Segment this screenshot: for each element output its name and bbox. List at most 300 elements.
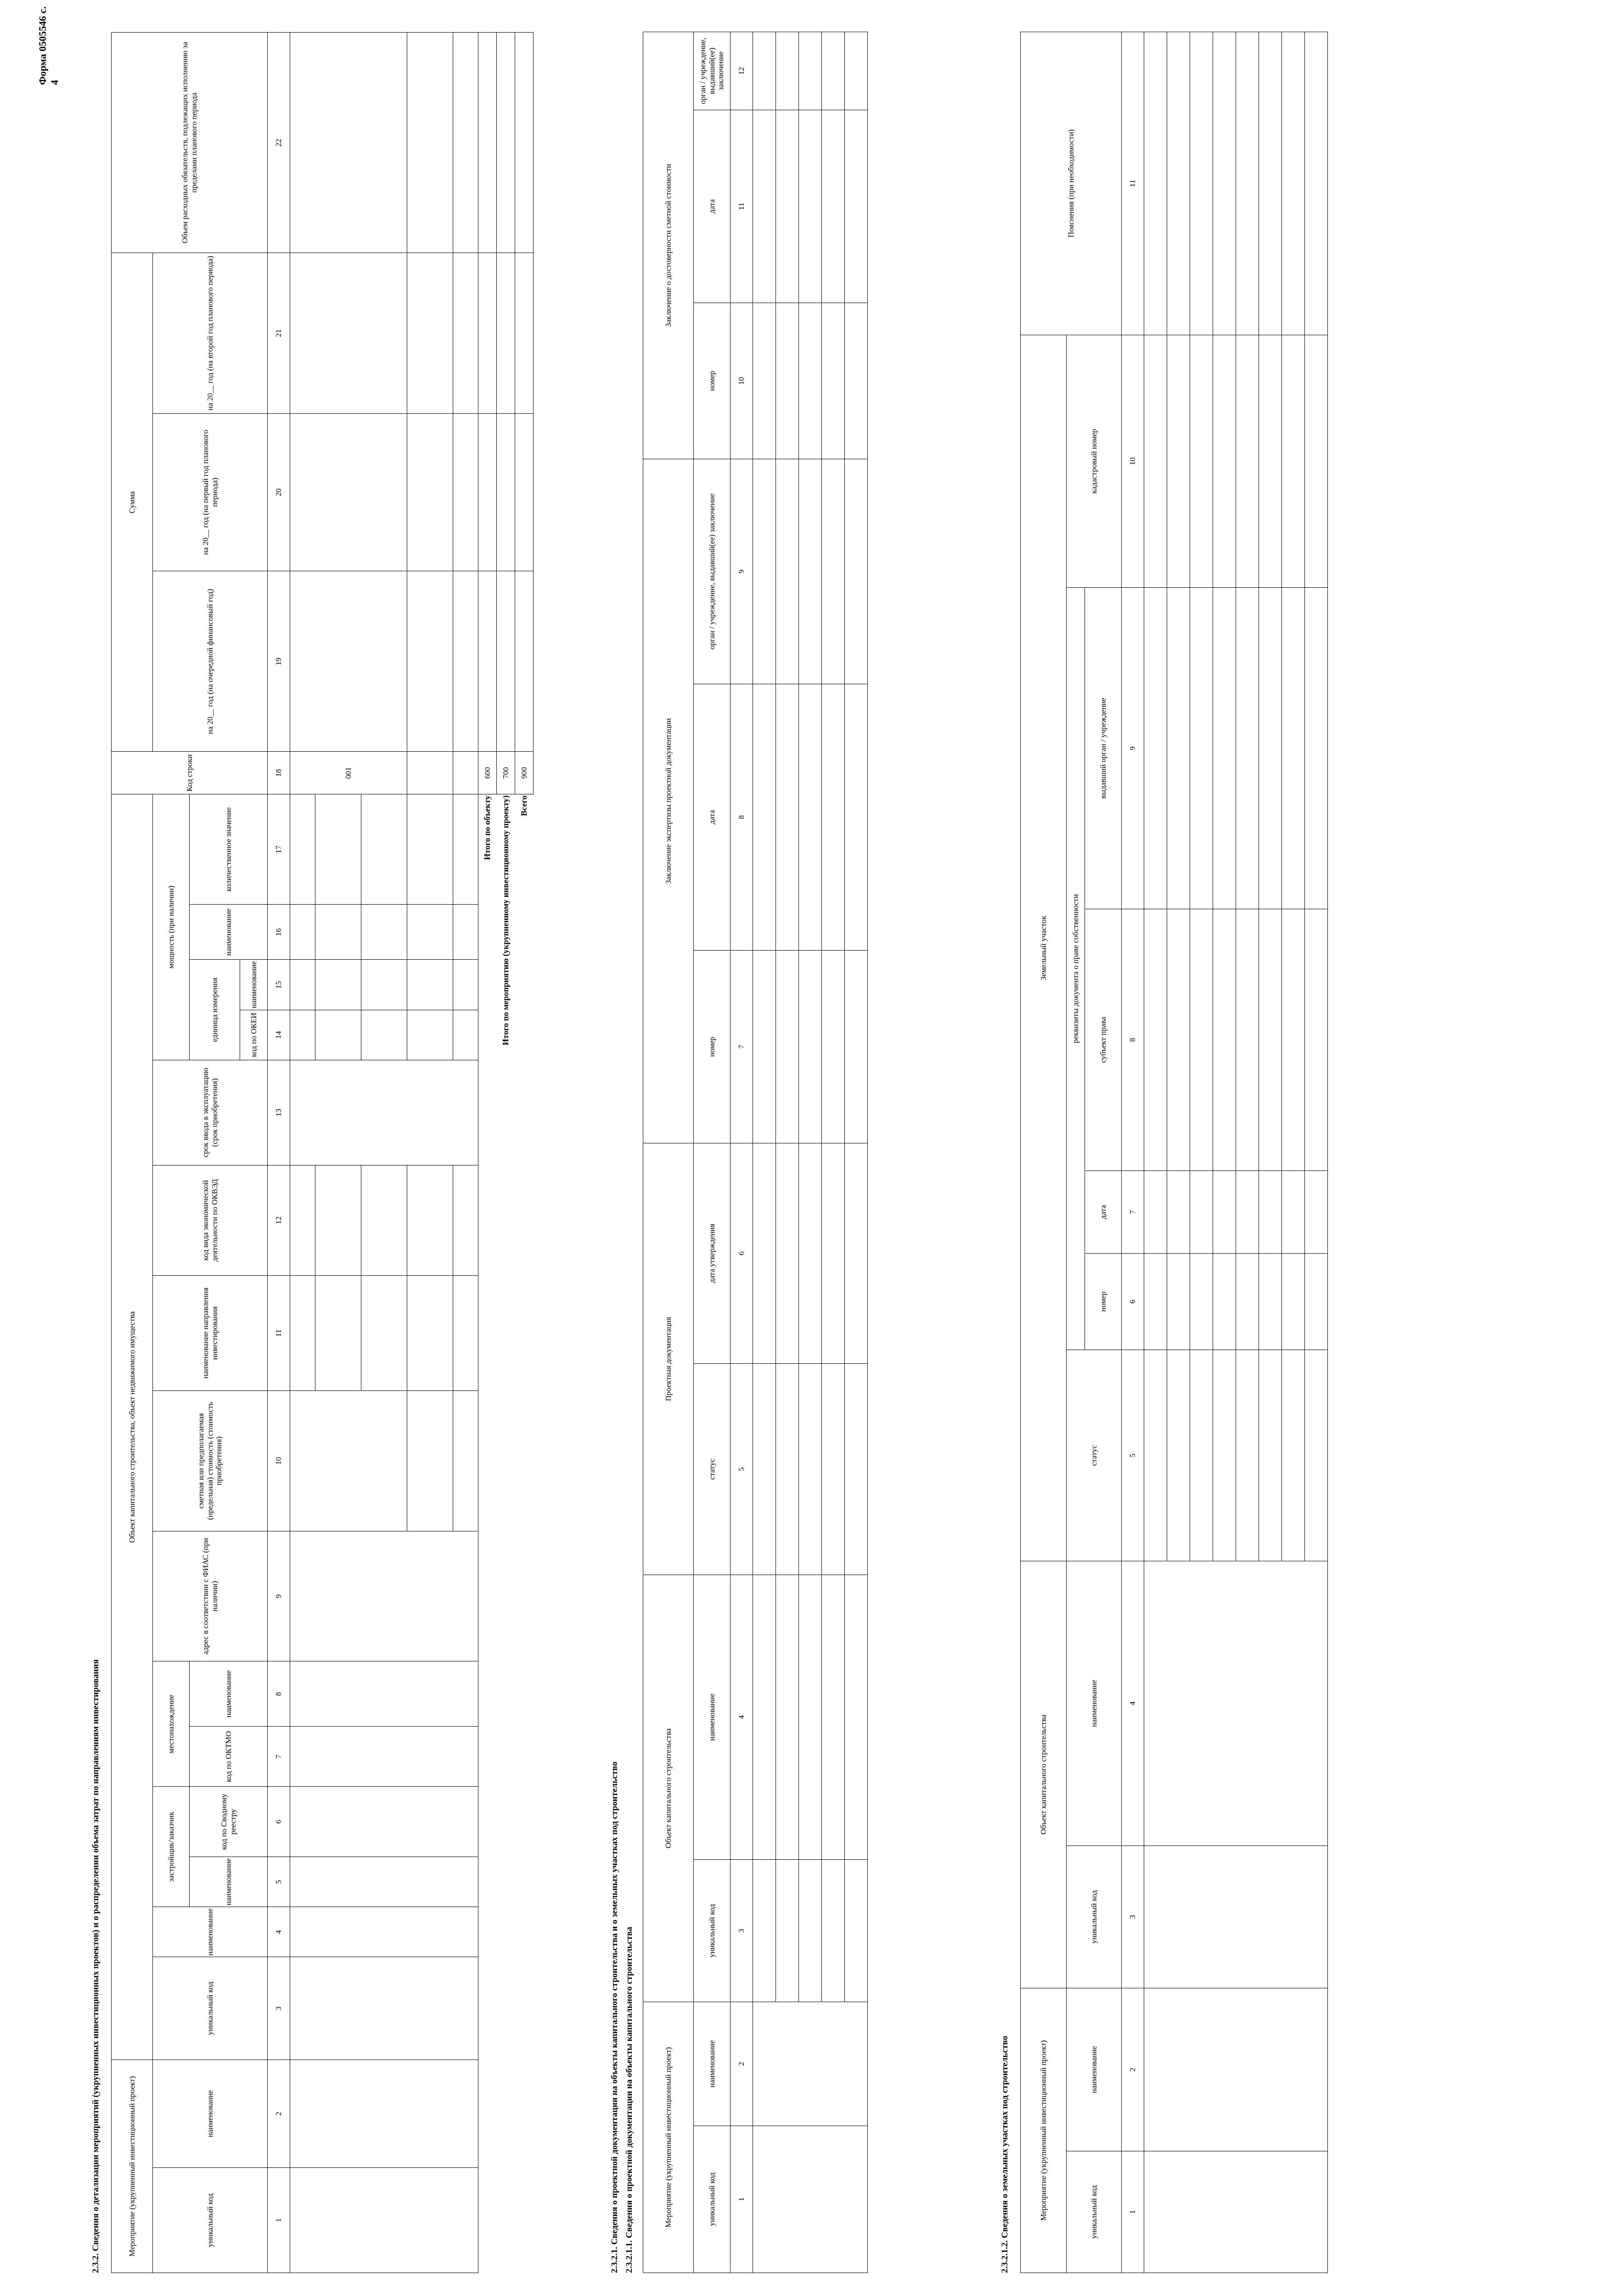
t3-h-subject: субъект права xyxy=(1085,909,1122,1171)
t2-cell-num[interactable] xyxy=(822,950,845,1143)
t2-h-status: статус xyxy=(694,1363,731,1575)
t2-cell-num2[interactable] xyxy=(845,303,868,459)
t3-cell-status[interactable] xyxy=(1144,1350,1167,1561)
t3-cell-subject[interactable] xyxy=(1236,909,1259,1171)
t2-cell-num2[interactable] xyxy=(799,303,822,459)
t3-cell-issuer[interactable] xyxy=(1282,587,1305,909)
col-num: 2 xyxy=(1122,1988,1144,2151)
t1-cell-y2[interactable] xyxy=(290,413,407,571)
t2-cell-num2[interactable] xyxy=(753,303,776,459)
t1-cell-pname[interactable] xyxy=(453,905,478,960)
t1-h-bname: наименование xyxy=(190,1857,268,1907)
t1-cell-okved[interactable] xyxy=(315,1165,361,1275)
t1-total-object-y2[interactable] xyxy=(478,413,497,571)
t1-h-direction: наименование направления инвестирования xyxy=(153,1276,268,1391)
t2-cell-obj-uid[interactable] xyxy=(845,1859,868,2002)
t2-data-row xyxy=(776,32,799,2273)
t3-cell-name[interactable] xyxy=(1144,1988,1328,2151)
col-num: 20 xyxy=(268,413,290,571)
t2-cell-date[interactable] xyxy=(822,684,845,950)
t1-cell-okved[interactable] xyxy=(290,1165,315,1275)
t1-code-700: 700 xyxy=(497,752,515,794)
t2-h-date-appr: дата утверждения xyxy=(694,1143,731,1363)
t1-h-qty: количественное значение xyxy=(190,794,268,905)
col-num: 6 xyxy=(268,1787,290,1857)
t1-cell-direction[interactable] xyxy=(453,1276,478,1391)
t2-h-object: Объект капитального строительства xyxy=(643,1575,694,2002)
t3-cell-date[interactable] xyxy=(1282,1171,1305,1253)
t2-data-row xyxy=(845,32,868,2273)
t2-cell-obj-uid[interactable] xyxy=(753,1859,776,2002)
t1-cell-cost[interactable] xyxy=(453,1391,478,1531)
t1-total-event-label: Итого по мероприятию (укрупненному инвестиционному проекту) xyxy=(501,795,511,1046)
t3-h-name: наименование xyxy=(1067,1988,1122,2151)
t1-cell-bname[interactable] xyxy=(290,1857,478,1907)
col-num: 8 xyxy=(1122,909,1144,1171)
t1-total-event-liab[interactable] xyxy=(497,33,515,253)
t2-cell-date[interactable] xyxy=(845,684,868,950)
t1-cell-qty[interactable] xyxy=(407,794,453,905)
col-num: 5 xyxy=(731,1363,753,1575)
t2-cell-org2[interactable] xyxy=(753,32,776,110)
t1-total-object-y1[interactable] xyxy=(478,571,497,752)
t3-cell-uid[interactable] xyxy=(1144,2151,1328,2273)
t2-cell-org2[interactable] xyxy=(822,32,845,110)
t2-cell-status[interactable] xyxy=(776,1363,799,1575)
t3-cell-subject[interactable] xyxy=(1305,909,1328,1171)
col-num: 10 xyxy=(268,1391,290,1531)
t3-cell-date[interactable] xyxy=(1190,1171,1213,1253)
t2-cell-obj-name[interactable] xyxy=(776,1575,799,1859)
t1-cell-unit[interactable] xyxy=(361,960,407,1010)
t1-cell-uid[interactable] xyxy=(290,2167,478,2273)
t2-h-num2: номер xyxy=(694,303,731,459)
t3-cell-status[interactable] xyxy=(1213,1350,1236,1561)
t1-code-900: 900 xyxy=(515,752,534,794)
t3-cell-subject[interactable] xyxy=(1213,909,1236,1171)
t1-h-liab: Объем расходных обязательств, подлежащих исполнению за пределами планового периода xyxy=(112,33,268,253)
form-number: Форма 0505546 с. 4 xyxy=(37,6,60,85)
col-num: 21 xyxy=(268,253,290,413)
t1-total-all-liab[interactable] xyxy=(515,33,534,253)
t3-cell-status[interactable] xyxy=(1259,1350,1282,1561)
t3-cell-cadastral[interactable] xyxy=(1236,335,1259,587)
t3-cell-status[interactable] xyxy=(1167,1350,1190,1561)
t1-cell-direction[interactable] xyxy=(290,1276,315,1391)
t2-cell-org2[interactable] xyxy=(799,32,822,110)
t1-h-object: Объект капитального строительства, объект недвижимого имущества xyxy=(112,794,153,2060)
t2-h-projdoc: Проектная документация xyxy=(643,1143,694,1575)
t3-cell-issuer[interactable] xyxy=(1190,587,1213,909)
t3-cell-notes[interactable] xyxy=(1236,32,1259,335)
t3-cell-num[interactable] xyxy=(1167,1253,1190,1350)
t2-cell-obj-name[interactable] xyxy=(845,1575,868,1859)
t1-cell-y1[interactable] xyxy=(290,571,407,752)
t3-cell-num[interactable] xyxy=(1305,1253,1328,1350)
t1-cell-obj-name[interactable] xyxy=(290,1907,478,1957)
t1-cell-direction[interactable] xyxy=(361,1276,407,1391)
t2-h-org: орган / учреждение, выдавший(ее) заключение xyxy=(694,459,731,684)
t1-cell-okei[interactable] xyxy=(315,1010,361,1060)
t1-h-okei: код по ОКЕИ xyxy=(240,1010,268,1060)
t2-cell-status[interactable] xyxy=(753,1363,776,1575)
t2-cell-num2[interactable] xyxy=(776,303,799,459)
t1-number-row xyxy=(268,33,290,2273)
t2-cell-date-appr[interactable] xyxy=(799,1143,822,1363)
t1-h-builder: застройщик/заказчик xyxy=(153,1787,190,1907)
col-num: 11 xyxy=(731,110,753,303)
t2-number-row xyxy=(731,32,753,2273)
col-num: 10 xyxy=(731,303,753,459)
t1-h-okved: код вида экономической деятельности по ОКВЭД xyxy=(153,1165,268,1275)
t3-cell-cadastral[interactable] xyxy=(1167,335,1190,587)
t1-cell-qty[interactable] xyxy=(361,794,407,905)
t3-number-row xyxy=(1122,32,1144,2273)
section-title-2-3-2: 2.3.2. Сведения о детализации мероприятий (укрупненных инвестиционных проектов) и о распределении объема затрат по направлениям инвестирования xyxy=(91,1659,101,2273)
t3-cell-cadastral[interactable] xyxy=(1213,335,1236,587)
t1-cell-code: 001 xyxy=(290,752,407,794)
t2-cell-date-appr[interactable] xyxy=(822,1143,845,1363)
col-num: 14 xyxy=(268,1010,290,1060)
t1-cell-y1[interactable] xyxy=(453,571,478,752)
t1-h-name2: наименование xyxy=(153,1907,268,1957)
t2-cell-date2[interactable] xyxy=(776,110,799,303)
t3-h-cadastral: кадастровый номер xyxy=(1067,335,1122,587)
col-num: 9 xyxy=(731,459,753,684)
t3-h-object: Объект капитального строительства xyxy=(1021,1561,1067,1988)
t2-cell-org2[interactable] xyxy=(845,32,868,110)
t2-cell-date2[interactable] xyxy=(845,110,868,303)
t1-cell-y3[interactable] xyxy=(453,253,478,413)
t1-cell-okei[interactable] xyxy=(407,1010,453,1060)
table-event-details xyxy=(111,32,534,2273)
t1-total-all-y2[interactable] xyxy=(515,413,534,571)
col-num: 10 xyxy=(1122,335,1144,587)
t1-h-oktmo: код по ОКТМО xyxy=(190,1727,268,1787)
col-num: 2 xyxy=(268,2060,290,2168)
t2-cell-date[interactable] xyxy=(753,684,776,950)
t1-total-event-y2[interactable] xyxy=(497,413,515,571)
t3-cell-cadastral[interactable] xyxy=(1282,335,1305,587)
t1-cell-y3[interactable] xyxy=(407,253,453,413)
col-num: 12 xyxy=(731,32,753,110)
col-num: 5 xyxy=(268,1857,290,1907)
t3-cell-date[interactable] xyxy=(1144,1171,1167,1253)
col-num: 6 xyxy=(1122,1253,1144,1350)
t3-cell-num[interactable] xyxy=(1259,1253,1282,1350)
col-num: 6 xyxy=(731,1143,753,1363)
t1-cell-liab[interactable] xyxy=(407,33,453,253)
t2-h-date2: дата xyxy=(694,110,731,303)
t1-h-breg: код по Сводному реестру xyxy=(190,1787,268,1857)
t3-cell-subject[interactable] xyxy=(1190,909,1213,1171)
t1-cell-qty[interactable] xyxy=(453,794,478,905)
t1-cell-code[interactable] xyxy=(407,752,453,794)
t2-data-row xyxy=(822,32,845,2273)
t1-cell-y3[interactable] xyxy=(290,253,407,413)
t3-cell-obj-name[interactable] xyxy=(1144,1561,1328,1846)
t3-cell-num[interactable] xyxy=(1213,1253,1236,1350)
t1-h-power: мощность (при наличии) xyxy=(153,794,190,1060)
t3-cell-num[interactable] xyxy=(1282,1253,1305,1350)
t2-cell-date2[interactable] xyxy=(753,110,776,303)
t1-h-unit: единица измерения xyxy=(190,960,240,1060)
t3-cell-date[interactable] xyxy=(1167,1171,1190,1253)
t3-cell-notes[interactable] xyxy=(1259,32,1282,335)
t2-h-estimate: Заключение о достоверности сметной стоимости xyxy=(643,32,694,459)
t2-cell-org[interactable] xyxy=(753,459,776,684)
t2-cell-org2[interactable] xyxy=(776,32,799,110)
t3-cell-notes[interactable] xyxy=(1167,32,1190,335)
col-num: 3 xyxy=(1122,1846,1144,1988)
t3-cell-subject[interactable] xyxy=(1167,909,1190,1171)
t2-cell-num[interactable] xyxy=(776,950,799,1143)
section-title-2-3-2-1-1: 2.3.2.1.1. Сведения о проектной документации на объекты капитального строительства xyxy=(624,1927,634,2273)
t3-cell-cadastral[interactable] xyxy=(1305,335,1328,587)
t3-h-docs: реквизиты документа о праве собственности xyxy=(1067,587,1085,1350)
col-num: 4 xyxy=(268,1907,290,1957)
t3-cell-subject[interactable] xyxy=(1282,909,1305,1171)
t3-h-name2: наименование xyxy=(1067,1561,1122,1846)
t3-h-status: статус xyxy=(1067,1350,1122,1561)
t3-cell-cadastral[interactable] xyxy=(1144,335,1167,587)
col-num: 13 xyxy=(268,1060,290,1165)
t2-h-event: Мероприятие (укрупненный инвестиционный проект) xyxy=(643,2002,694,2273)
col-num: 9 xyxy=(268,1531,290,1661)
col-num: 1 xyxy=(1122,2151,1144,2273)
t3-data-row xyxy=(1144,32,1167,2273)
t1-cell-unit[interactable] xyxy=(315,960,361,1010)
t2-cell-name[interactable] xyxy=(753,2002,868,2126)
t3-h-uid2: уникальный код xyxy=(1067,1846,1122,1988)
t3-cell-date[interactable] xyxy=(1305,1171,1328,1253)
t2-cell-obj-name[interactable] xyxy=(822,1575,845,1859)
col-num: 4 xyxy=(731,1575,753,1859)
t1-cell-y1[interactable] xyxy=(407,571,453,752)
t1-cell-pname[interactable] xyxy=(315,905,361,960)
t1-total-event-y1[interactable] xyxy=(497,571,515,752)
t1-total-object-row xyxy=(478,33,497,2273)
t1-cell-unit[interactable] xyxy=(290,960,315,1010)
t2-cell-date-appr[interactable] xyxy=(845,1143,868,1363)
t3-cell-date[interactable] xyxy=(1213,1171,1236,1253)
t3-cell-subject[interactable] xyxy=(1259,909,1282,1171)
t1-total-object-label: Итого по объекту xyxy=(483,795,492,860)
t1-cell-pname[interactable] xyxy=(407,905,453,960)
t1-cell-address[interactable] xyxy=(290,1531,478,1661)
t1-h-y1: на 20__ год (на очередной финансовый год) xyxy=(153,571,268,752)
col-num: 7 xyxy=(731,950,753,1143)
t2-cell-date-appr[interactable] xyxy=(753,1143,776,1363)
t1-cell-okved[interactable] xyxy=(407,1165,453,1275)
t1-h-term: срок ввода в эксплуатацию (срок приобретения) xyxy=(153,1060,268,1165)
t3-cell-num[interactable] xyxy=(1144,1253,1167,1350)
t3-cell-num[interactable] xyxy=(1236,1253,1259,1350)
t1-total-event-y3[interactable] xyxy=(497,253,515,413)
col-num: 2 xyxy=(731,2002,753,2126)
t1-h-cost: сметная или предполагаемая (предельная) стоимость (стоимость приобретения) xyxy=(153,1391,268,1531)
t3-cell-issuer[interactable] xyxy=(1259,587,1282,909)
t1-cell-unit[interactable] xyxy=(407,960,453,1010)
t1-total-event-row xyxy=(497,33,515,2273)
t3-cell-issuer[interactable] xyxy=(1213,587,1236,909)
col-num: 8 xyxy=(731,684,753,950)
t3-cell-status[interactable] xyxy=(1305,1350,1328,1561)
col-num: 4 xyxy=(1122,1561,1144,1846)
t3-cell-date[interactable] xyxy=(1259,1171,1282,1253)
t1-h-uid: уникальный код xyxy=(153,2167,268,2273)
t3-cell-notes[interactable] xyxy=(1282,32,1305,335)
col-num: 7 xyxy=(268,1727,290,1787)
col-num: 7 xyxy=(1122,1171,1144,1253)
t1-cell-obj-uid[interactable] xyxy=(290,1957,478,2060)
t2-cell-obj-name[interactable] xyxy=(753,1575,776,1859)
t1-cell-lname[interactable] xyxy=(290,1661,478,1727)
t1-total-all-label: Всего xyxy=(519,795,529,816)
t2-h-num: номер xyxy=(694,950,731,1143)
t3-cell-notes[interactable] xyxy=(1213,32,1236,335)
table-project-docs xyxy=(643,32,868,2273)
t3-h-num: номер xyxy=(1085,1253,1122,1350)
t1-cell-y2[interactable] xyxy=(407,413,453,571)
t3-cell-cadastral[interactable] xyxy=(1190,335,1213,587)
t1-cell-okved[interactable] xyxy=(361,1165,407,1275)
t1-h-y3: на 20__ год (на второй год планового периода) xyxy=(153,253,268,413)
t1-total-object-liab[interactable] xyxy=(478,33,497,253)
col-num: 8 xyxy=(268,1661,290,1727)
t3-cell-issuer[interactable] xyxy=(1167,587,1190,909)
t1-cell-cost[interactable] xyxy=(407,1391,453,1531)
t3-cell-notes[interactable] xyxy=(1305,32,1328,335)
col-num: 11 xyxy=(1122,32,1144,335)
t2-data-row xyxy=(753,32,776,2273)
t3-cell-notes[interactable] xyxy=(1144,32,1167,335)
t1-cell-okved[interactable] xyxy=(453,1165,478,1275)
t1-total-all-y3[interactable] xyxy=(515,253,534,413)
col-num: 1 xyxy=(731,2126,753,2273)
t1-cell-liab[interactable] xyxy=(290,33,407,253)
t2-h-name2: наименование xyxy=(694,1575,731,1859)
t1-total-all-y1[interactable] xyxy=(515,571,534,752)
t2-cell-obj-name[interactable] xyxy=(799,1575,822,1859)
t1-h-name: наименование xyxy=(153,2060,268,2168)
t2-h-expert: Заключение экспертизы проектной документации xyxy=(643,459,694,1143)
t1-cell-qty[interactable] xyxy=(315,794,361,905)
t1-cell-okei[interactable] xyxy=(361,1010,407,1060)
t1-cell-oktmo[interactable] xyxy=(290,1727,478,1787)
col-num: 16 xyxy=(268,905,290,960)
t2-cell-org[interactable] xyxy=(845,459,868,684)
t2-h-org2: орган / учреждение, выдавший(ее) заключение xyxy=(694,32,731,110)
t2-cell-date2[interactable] xyxy=(799,110,822,303)
t3-h-date: дата xyxy=(1085,1171,1122,1253)
t2-data-row xyxy=(799,32,822,2273)
col-num: 5 xyxy=(1122,1350,1144,1561)
t1-cell-term[interactable] xyxy=(290,1060,478,1165)
t1-cell-qty[interactable] xyxy=(290,794,315,905)
t1-cell-unit[interactable] xyxy=(453,960,478,1010)
t1-cell-direction[interactable] xyxy=(407,1276,453,1391)
t2-h-uid2: уникальный код xyxy=(694,1859,731,2002)
t3-cell-obj-uid[interactable] xyxy=(1144,1846,1328,1988)
t3-cell-status[interactable] xyxy=(1190,1350,1213,1561)
t3-cell-num[interactable] xyxy=(1190,1253,1213,1350)
t1-h-address: адрес в соответствии с ФИАС (при наличии) xyxy=(153,1531,268,1661)
t2-cell-uid[interactable] xyxy=(753,2126,868,2273)
t2-cell-org[interactable] xyxy=(822,459,845,684)
t2-cell-num[interactable] xyxy=(753,950,776,1143)
t2-cell-obj-uid[interactable] xyxy=(776,1859,799,2002)
t2-cell-num[interactable] xyxy=(799,950,822,1143)
t1-h-uid2: уникальный код xyxy=(153,1957,268,2060)
t3-h-notes: Пояснения (при необходимости) xyxy=(1021,32,1122,335)
t1-cell-name[interactable] xyxy=(290,2060,478,2168)
t1-cell-pname[interactable] xyxy=(290,905,315,960)
t3-cell-subject[interactable] xyxy=(1144,909,1167,1171)
t1-data-row xyxy=(290,33,315,2273)
t1-h-lname: наименование xyxy=(190,1661,268,1727)
t2-cell-num[interactable] xyxy=(845,950,868,1143)
t1-cell-pname[interactable] xyxy=(361,905,407,960)
t2-cell-date-appr[interactable] xyxy=(776,1143,799,1363)
t2-h-name: наименование xyxy=(694,2002,731,2126)
t1-cell-okei[interactable] xyxy=(453,1010,478,1060)
t1-cell-liab[interactable] xyxy=(453,33,478,253)
t2-cell-org[interactable] xyxy=(799,459,822,684)
t3-cell-issuer[interactable] xyxy=(1236,587,1259,909)
col-num: 9 xyxy=(1122,587,1144,909)
t2-cell-date[interactable] xyxy=(799,684,822,950)
col-num: 19 xyxy=(268,571,290,752)
t2-cell-num2[interactable] xyxy=(822,303,845,459)
t3-cell-date[interactable] xyxy=(1236,1171,1259,1253)
t2-cell-status[interactable] xyxy=(799,1363,822,1575)
t1-cell-y2[interactable] xyxy=(453,413,478,571)
t3-cell-status[interactable] xyxy=(1282,1350,1305,1561)
t3-cell-issuer[interactable] xyxy=(1305,587,1328,909)
t2-cell-obj-uid[interactable] xyxy=(799,1859,822,2002)
col-num: 1 xyxy=(268,2167,290,2273)
t2-h-date: дата xyxy=(694,684,731,950)
t3-cell-status[interactable] xyxy=(1236,1350,1259,1561)
t2-cell-date2[interactable] xyxy=(822,110,845,303)
t3-h-uid: уникальный код xyxy=(1067,2151,1122,2273)
t1-h-location: местонахождение xyxy=(153,1661,190,1787)
t2-cell-obj-uid[interactable] xyxy=(822,1859,845,2002)
t1-cell-okei[interactable] xyxy=(290,1010,315,1060)
col-num: 17 xyxy=(268,794,290,905)
t3-cell-issuer[interactable] xyxy=(1144,587,1167,909)
t1-cell-code[interactable] xyxy=(453,752,478,794)
t2-cell-date[interactable] xyxy=(776,684,799,950)
t2-cell-status[interactable] xyxy=(822,1363,845,1575)
t1-h-code: Код строки xyxy=(112,752,268,794)
t2-cell-status[interactable] xyxy=(845,1363,868,1575)
t1-cell-cost[interactable] xyxy=(290,1391,407,1531)
t3-h-land: Земельный участок xyxy=(1021,335,1067,1561)
t1-cell-direction[interactable] xyxy=(315,1276,361,1391)
t2-cell-org[interactable] xyxy=(776,459,799,684)
col-num: 3 xyxy=(268,1957,290,2060)
t1-total-object-y3[interactable] xyxy=(478,253,497,413)
t1-h-event: Мероприятие (укрупненный инвестиционный проект) xyxy=(112,2060,153,2273)
t1-cell-breg[interactable] xyxy=(290,1787,478,1857)
t3-cell-notes[interactable] xyxy=(1190,32,1213,335)
col-num: 12 xyxy=(268,1165,290,1275)
t1-h-pname: наименование xyxy=(190,905,268,960)
t3-cell-cadastral[interactable] xyxy=(1259,335,1282,587)
col-num: 3 xyxy=(731,1859,753,2002)
